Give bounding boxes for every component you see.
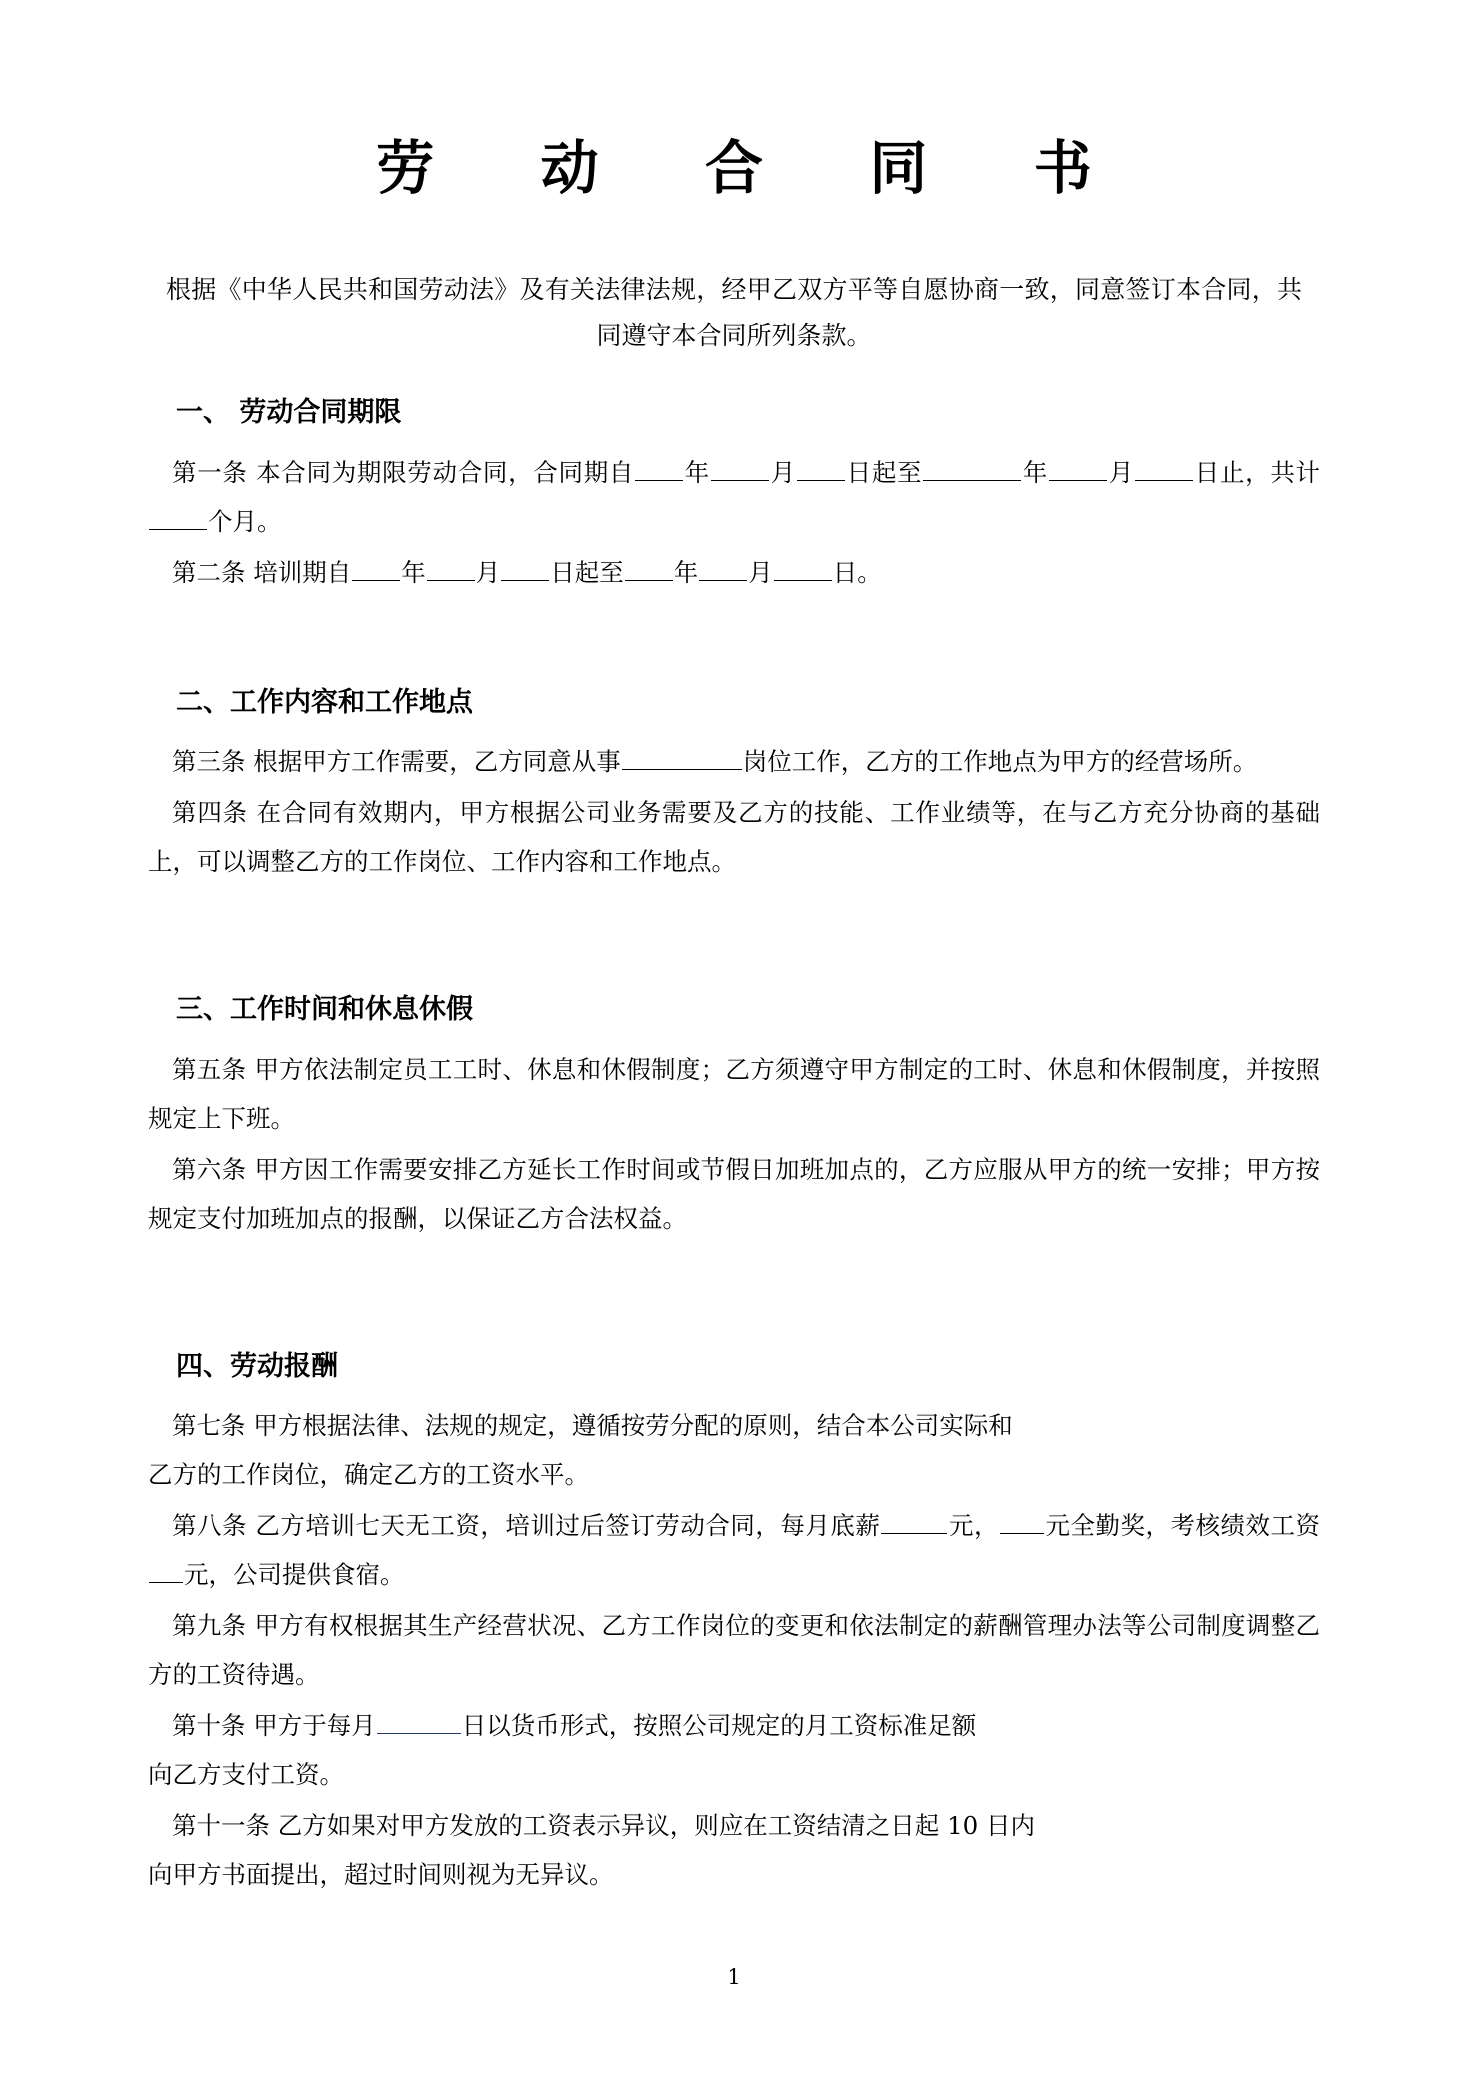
intro-paragraph: 根据《中华人民共和国劳动法》及有关法律法规，经甲乙双方平等自愿协商一致，同意签订本合同，共同遵守本合同所列条款。 xyxy=(166,274,1302,350)
blank-end-day[interactable] xyxy=(1135,455,1193,481)
clause-text-seg: 个月。 xyxy=(208,506,282,536)
clause-article-6 xyxy=(148,1145,1320,1243)
clause-text-article-9: 甲方有权根据其生产经营状况、乙方工作岗位的变更和依法制定的薪酬管理办法等公司制度调整乙方的工资待遇。 xyxy=(148,1611,1321,1689)
clause-label-article-7: 第七条 xyxy=(172,1411,246,1440)
clause-label-article-1: 第一条 xyxy=(172,457,248,487)
clause-text-article-11-line2: 向甲方书面提出，超过时间则视为无异议。 xyxy=(148,1860,614,1889)
clause-label-article-10: 第十条 xyxy=(172,1711,246,1740)
blank-total-months[interactable] xyxy=(149,504,207,530)
clause-text-article-6: 甲方因工作需要安排乙方延长工作时间或节假日加班加点的，乙方应服从甲方的统一安排；甲方按规定支付加班加点的报酬，以保证乙方合法权益。 xyxy=(148,1154,1321,1233)
blank-start-year[interactable] xyxy=(635,455,683,481)
blank-training-end-month[interactable] xyxy=(699,555,747,581)
clause-article-4 xyxy=(148,788,1320,886)
blank-performance-salary[interactable] xyxy=(149,1558,183,1584)
blank-start-day[interactable] xyxy=(797,455,845,481)
section-heading-job-content: 二、工作内容和工作地点 xyxy=(176,686,473,718)
clause-article-3 xyxy=(148,737,1320,786)
clause-text-seg: 元全勤奖，考核绩效工资 xyxy=(1044,1511,1321,1540)
clause-text-seg: 本合同为期限劳动合同，合同期自 xyxy=(256,457,635,487)
clause-text-seg: 日。 xyxy=(832,557,882,587)
clause-text-seg: 日起至 xyxy=(550,557,624,587)
section-heading-labor-remuneration: 四、劳动报酬 xyxy=(176,1350,338,1382)
clause-article-8 xyxy=(148,1501,1320,1599)
section-heading-working-hours: 三、工作时间和休息休假 xyxy=(176,994,473,1025)
page-number: 1 xyxy=(727,1965,741,1989)
clause-text-article-10-line2: 向乙方支付工资。 xyxy=(148,1760,344,1789)
clause-article-10 xyxy=(148,1701,1320,1799)
clause-text-seg: 月 xyxy=(770,457,796,487)
clause-text-seg: 年 xyxy=(401,557,426,587)
page-title: 劳 动 合 同 书 xyxy=(376,134,1114,202)
blank-training-end-year[interactable] xyxy=(625,555,673,581)
clause-text-seg: 岗位工作，乙方的工作地点为甲方的经营场所。 xyxy=(742,747,1258,776)
blank-payday[interactable] xyxy=(377,1709,461,1735)
blank-end-month[interactable] xyxy=(1049,455,1107,481)
clause-text-article-10-tail: 日以货币形式，按照公司规定的月工资标准足额 xyxy=(461,1711,977,1740)
clause-text-seg: 年 xyxy=(684,457,711,487)
clause-text-article-7-line2: 乙方的工作岗位，确定乙方的工资水平。 xyxy=(148,1460,589,1489)
clause-text-seg: 月 xyxy=(1108,457,1135,487)
clause-article-11 xyxy=(148,1801,1320,1899)
blank-attendance-bonus[interactable] xyxy=(1000,1509,1044,1535)
blank-training-start-month[interactable] xyxy=(427,555,475,581)
blank-training-end-day[interactable] xyxy=(774,555,832,581)
clause-article-5 xyxy=(148,1045,1320,1143)
clause-text-seg: 甲方于每月 xyxy=(253,1711,376,1740)
clause-text-seg: 月 xyxy=(748,557,773,587)
clause-text-seg: 培训期自 xyxy=(253,557,352,587)
clause-article-9 xyxy=(148,1601,1320,1699)
clause-text-article-4: 在合同有效期内，甲方根据公司业务需要及乙方的技能、工作业绩等，在与乙方充分协商的基础上，可以调整乙方的工作岗位、工作内容和工作地点。 xyxy=(148,798,1321,876)
clause-label-article-2: 第二条 xyxy=(172,557,246,587)
blank-training-start-day[interactable] xyxy=(501,555,549,581)
clause-label-article-6: 第六条 xyxy=(172,1154,247,1184)
clause-label-article-9: 第九条 xyxy=(172,1611,247,1640)
clause-text-seg: 月 xyxy=(475,557,501,587)
clause-label-article-5: 第五条 xyxy=(172,1054,247,1084)
clause-article-2 xyxy=(148,548,1320,597)
blank-start-month[interactable] xyxy=(711,455,769,481)
section-heading-contract-term: 一、 劳动合同期限 xyxy=(176,397,402,428)
clause-text-seg: 元， xyxy=(948,1511,999,1540)
clause-label-article-11: 第十一条 xyxy=(172,1811,270,1840)
clause-label-article-3: 第三条 xyxy=(172,747,246,776)
clause-text-seg: 年 xyxy=(673,557,699,587)
blank-base-salary[interactable] xyxy=(881,1509,947,1535)
clause-text-seg: 乙方培训七天无工资，培训过后签订劳动合同，每月底薪 xyxy=(255,1511,881,1540)
clause-text-seg: 日起至 xyxy=(845,457,923,487)
clause-article-1 xyxy=(148,448,1320,546)
clause-text-seg: 根据甲方工作需要，乙方同意从事 xyxy=(253,747,621,776)
blank-training-start-year[interactable] xyxy=(352,555,400,581)
clause-text-article-7-line1: 甲方根据法律、法规的规定，遵循按劳分配的原则，结合本公司实际和 xyxy=(253,1411,1013,1440)
clause-text-seg: 元，公司提供食宿。 xyxy=(184,1560,405,1589)
clause-article-7 xyxy=(148,1401,1320,1499)
blank-job-position[interactable] xyxy=(622,745,742,771)
clause-label-article-8: 第八条 xyxy=(172,1511,248,1540)
clause-text-seg: 日止，共计 xyxy=(1194,457,1321,487)
clause-label-article-4: 第四条 xyxy=(172,798,249,827)
blank-end-year[interactable] xyxy=(923,455,1021,481)
clause-text-article-5: 甲方依法制定员工工时、休息和休假制度；乙方须遵守甲方制定的工时、休息和休假制度，并按照规定上下班。 xyxy=(148,1054,1321,1133)
clause-text-seg: 年 xyxy=(1022,457,1049,487)
clause-text-article-11-line1: 乙方如果对甲方发放的工资表示异议，则应在工资结清之日起 10 日内 xyxy=(277,1811,1036,1840)
